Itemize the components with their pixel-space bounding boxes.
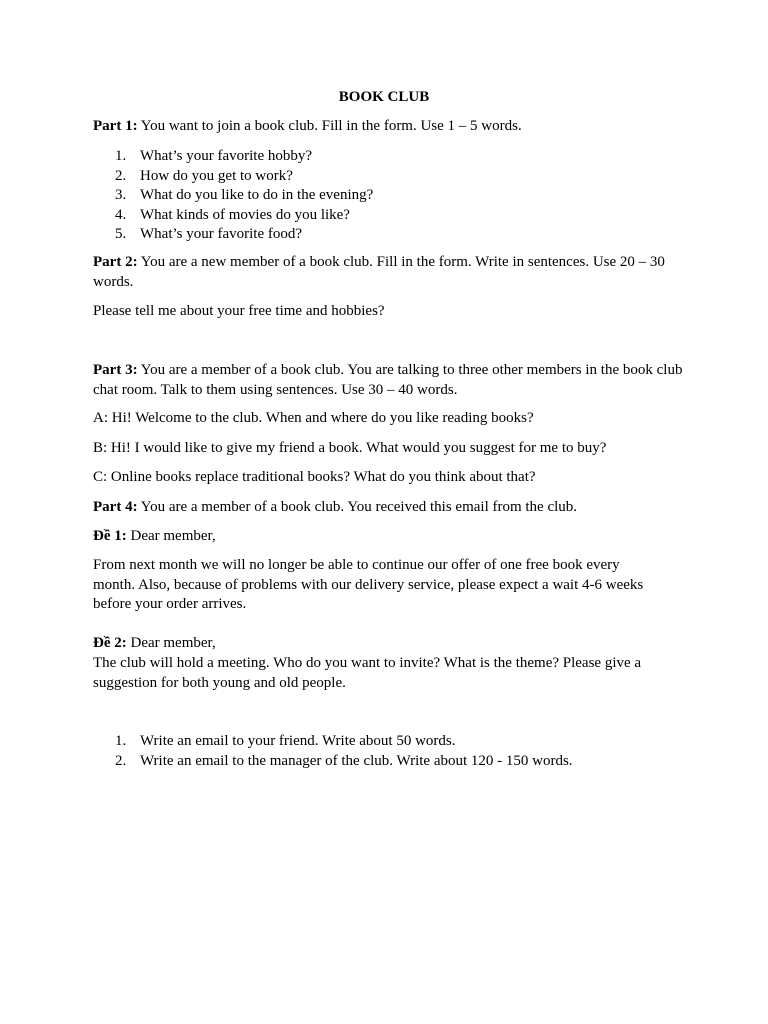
list-number: 4.	[115, 206, 127, 223]
list-number: 2.	[115, 167, 127, 184]
list-item	[93, 147, 373, 167]
chat-line-b: B: Hi! I would like to give my friend a book. What would you suggest for me to buy?	[93, 440, 607, 456]
document-title: BOOK CLUB	[338, 89, 430, 105]
task-text: Write an email to your friend. Write about 50 words.	[140, 733, 456, 749]
de2-label: Đề 2:	[93, 635, 127, 651]
chat-line-c: C: Online books replace traditional books? What do you think about that?	[93, 469, 536, 485]
part4-task-list	[93, 732, 573, 771]
de1-greeting-text: Dear member,	[126, 528, 216, 544]
list-number: 3.	[115, 187, 127, 203]
question-text: What’s your favorite food?	[140, 226, 303, 242]
part4-instruction	[93, 498, 683, 518]
question-text: What do you like to do in the evening?	[140, 187, 374, 203]
list-item	[93, 732, 573, 752]
question-text: What kinds of movies do you like?	[140, 206, 350, 223]
list-item	[93, 225, 373, 245]
question-text: How do you get to work?	[140, 167, 293, 184]
de1-body: From next month we will no longer be able to continue our offer of one free book every month. Also, because of problems with our delivery service, please expect a wait 4-6 weeks before your order arrives.	[93, 557, 644, 612]
part4-text: You are a member of a book club. You received this email from the club.	[137, 499, 578, 515]
list-number: 2.	[115, 752, 127, 769]
list-item	[93, 752, 573, 772]
part2-instruction	[93, 253, 683, 292]
part2-question: Please tell me about your free time and hobbies?	[93, 303, 385, 319]
de2-body: The club will hold a meeting. Who do you want to invite? What is the theme? Please give a suggestion for both young and old people.	[93, 655, 642, 691]
list-item	[93, 167, 373, 187]
list-number: 1.	[115, 733, 127, 749]
list-item	[93, 186, 373, 206]
part1-label: Part 1:	[93, 118, 138, 134]
chat-line-a: A: Hi! Welcome to the club. When and where do you like reading books?	[93, 410, 534, 426]
task-text: Write an email to the manager of the club. Write about 120 - 150 words.	[140, 752, 573, 769]
part1-question-list	[93, 147, 373, 245]
part3-label: Part 3:	[93, 362, 138, 378]
de1-greeting	[93, 527, 683, 547]
part3-text: You are a member of a book club. You are talking to three other members in the book club chat room. Talk to them using sentences. Use 30 – 40 words.	[93, 362, 683, 398]
part1-instruction	[93, 117, 683, 137]
part2-label: Part 2:	[93, 254, 138, 270]
question-text: What’s your favorite hobby?	[140, 148, 313, 164]
part3-instruction	[93, 361, 683, 400]
list-number: 1.	[115, 148, 127, 164]
de1-label: Đề 1:	[93, 528, 127, 544]
part4-label: Part 4:	[93, 499, 138, 515]
part2-text: You are a new member of a book club. Fill in the form. Write in sentences. Use 20 – 30 words.	[93, 254, 665, 290]
de2-greeting	[93, 634, 683, 654]
part1-text: You want to join a book club. Fill in the form. Use 1 – 5 words.	[137, 118, 522, 134]
list-item	[93, 206, 373, 226]
de2-greeting-text: Dear member,	[126, 635, 216, 651]
list-number: 5.	[115, 226, 127, 242]
